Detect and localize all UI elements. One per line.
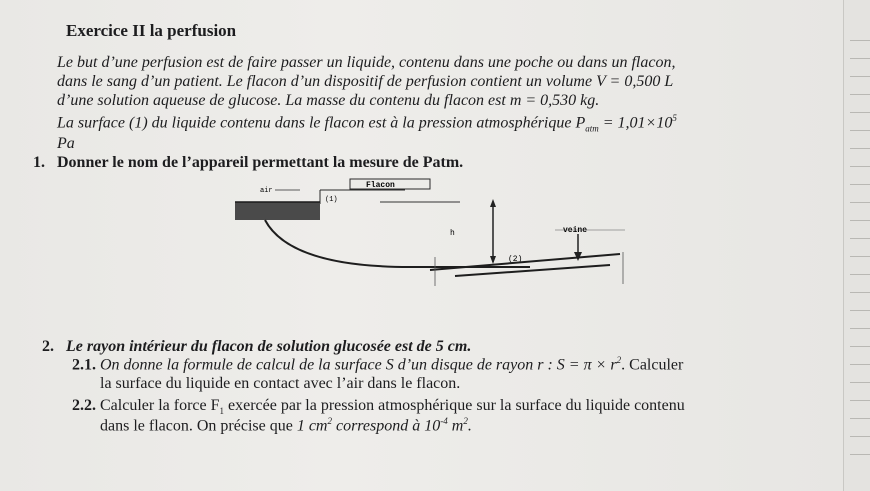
- intro-line-4: La surface (1) du liquide contenu dans le flacon est à la pression atmosphérique $P_{atm} = 1,01\times 10^5$: [57, 113, 677, 134]
- question-2-1: 2.1. On donne la formule de calcul de la surface S d’un disque de rayon r : $S = \pi \times r^2$. Calculer: [72, 355, 684, 374]
- exercise-title: Exercice II la perfusion: [66, 21, 237, 40]
- question-2-1-line-2: la surface du liquide en contact avec l’air dans le flacon.: [100, 375, 461, 392]
- notebook-margin: [843, 0, 870, 491]
- question-2-2: 2.2. Calculer la force $F_1$ exercée par la pression atmosphérique sur la surface du liquide contenu: [72, 397, 685, 417]
- intro-line-5: Pa: [57, 135, 75, 152]
- question-2-2-line-2: dans le flacon. On précise que 1 $cm^2$ correspond à $10^{-4}$ $m^2$.: [100, 416, 472, 435]
- flacon-label: Flacon: [366, 181, 395, 190]
- height-arrow-head-up: [490, 199, 496, 207]
- air-label: air: [260, 187, 273, 195]
- height-label: h: [450, 229, 455, 238]
- perfusion-tube: [265, 220, 530, 267]
- intro-line-2: dans le sang d’un patient. Le flacon d’un dispositif de perfusion contient un volume V = 0,500 L: [57, 73, 674, 90]
- intro-line-3: d’une solution aqueuse de glucose. La masse du contenu du flacon est m = 0,530 kg.: [57, 92, 600, 109]
- height-arrow-head-down: [490, 256, 496, 264]
- intro-line-1: Le but d’une perfusion est de faire passer un liquide, contenu dans une poche ou dans un flacon,: [57, 54, 676, 71]
- question-2: 2. Le rayon intérieur du flacon de solution glucosée est de 5 cm.: [42, 338, 472, 355]
- flacon-liquid: [235, 202, 320, 220]
- veine-label: veine: [563, 226, 588, 235]
- point-2-label: (2): [508, 255, 523, 264]
- perfusion-diagram: [230, 172, 630, 292]
- surface-1-label: (1): [325, 196, 338, 204]
- question-1: 1. Donner le nom de l’appareil permettant la mesure de Patm.: [33, 154, 464, 171]
